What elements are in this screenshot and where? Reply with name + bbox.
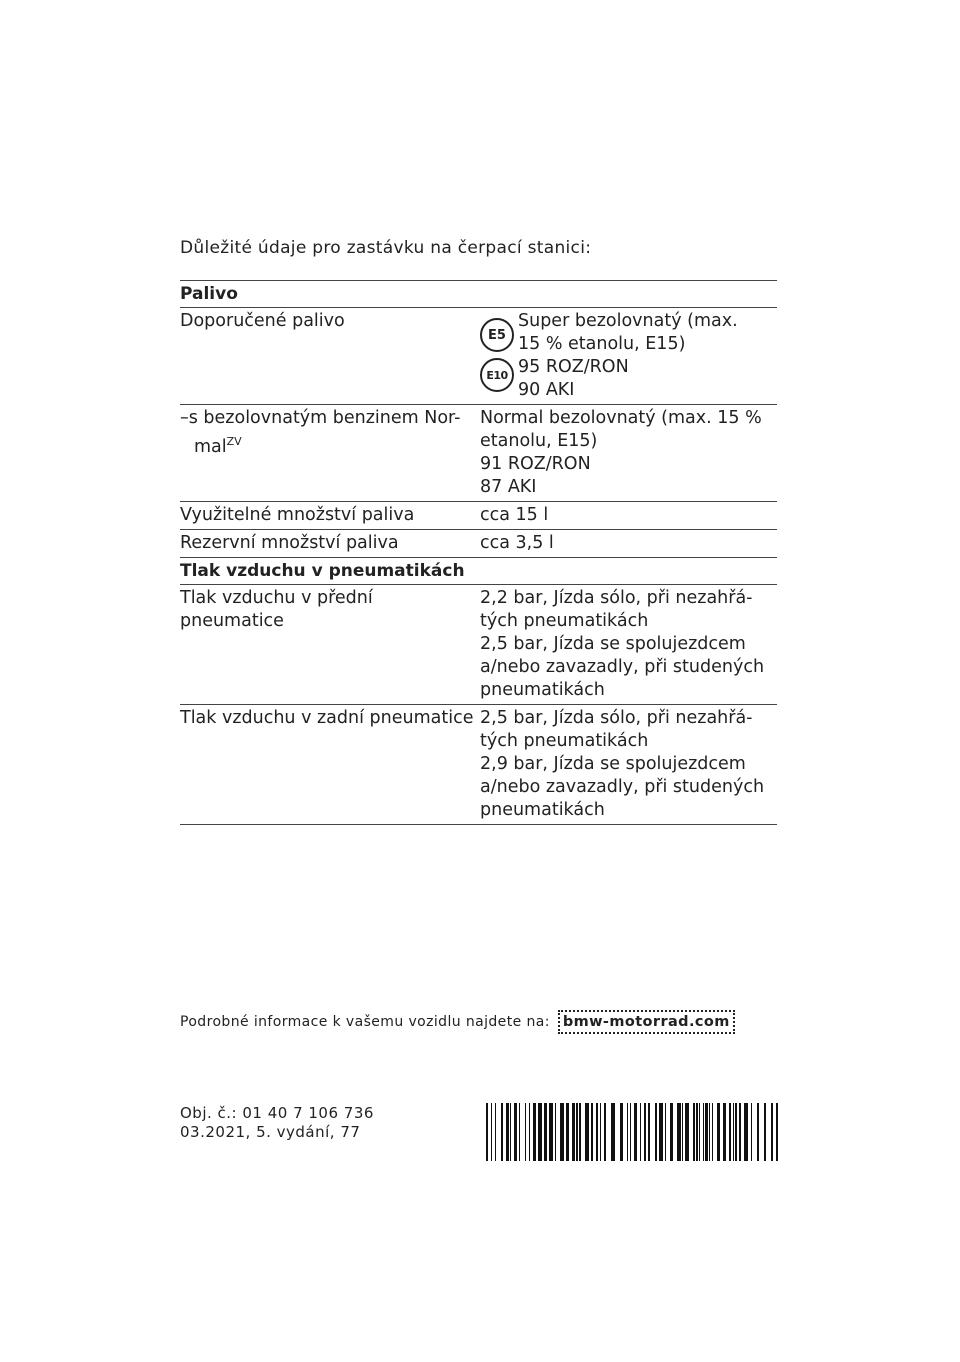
table-row — [180, 530, 777, 558]
recommended-fuel-label: Doporučené palivo — [180, 311, 345, 331]
e10-fuel-icon: E10 — [480, 358, 514, 392]
table-row — [180, 405, 777, 502]
footer-info-text: Podrobné informace k vašemu vozidlu najdete na: — [180, 1014, 550, 1030]
front-tyre-value: 2,2 bar, Jízda sólo, při nezahřá- tých pneumatikách 2,5 bar, Jízda se spolujezdcem a/nebo zavazadly, při studených pneumatikách — [480, 588, 765, 700]
table-row — [180, 502, 777, 530]
intro-text: Důležité údaje pro zastávku na čerpací stanici: — [180, 238, 592, 258]
barcode-icon — [486, 1103, 778, 1161]
table-row — [180, 585, 777, 705]
section-title-fuel: Palivo — [180, 284, 238, 304]
table-row — [180, 705, 777, 825]
recommended-fuel-value: Super bezolovnatý (max. 15 % etanolu, E15) 95 ROZ/RON 90 AKI — [518, 311, 738, 400]
e5-fuel-icon: E5 — [480, 318, 514, 352]
reserve-fuel-label: Rezervní množství paliva — [180, 533, 399, 553]
normal-fuel-label: –s bezolovnatým benzinem Nor- mal$^{ZV}$ — [180, 408, 461, 457]
rear-tyre-value: 2,5 bar, Jízda sólo, při nezahřá- tých pneumatikách 2,9 bar, Jízda se spolujezdcem a/nebo zavazadly, při studených pneumatikách — [480, 708, 765, 820]
table-row — [180, 308, 777, 405]
reserve-fuel-value: cca 3,5 l — [480, 533, 554, 553]
rear-tyre-label: Tlak vzduchu v zadní pneumatice — [180, 708, 474, 728]
order-info — [180, 1104, 374, 1142]
spec-table — [180, 280, 777, 825]
front-tyre-label: Tlak vzduchu v přední pneumatice — [180, 588, 373, 631]
footer-info — [180, 1010, 735, 1034]
normal-fuel-value: Normal bezolovnatý (max. 15 % etanolu, E15) 91 ROZ/RON 87 AKI — [480, 408, 762, 497]
order-number: Obj. č.: 01 40 7 106 736 — [180, 1104, 374, 1122]
section-tyres-header — [180, 558, 777, 585]
usable-fuel-value: cca 15 l — [480, 505, 549, 525]
section-title-tyres: Tlak vzduchu v pneumatikách — [180, 561, 465, 581]
section-fuel-header — [180, 281, 777, 308]
usable-fuel-label: Využitelné množství paliva — [180, 505, 415, 525]
edition-info: 03.2021, 5. vydání, 77 — [180, 1123, 361, 1141]
website-link[interactable]: bmw-motorrad.com — [558, 1010, 735, 1034]
